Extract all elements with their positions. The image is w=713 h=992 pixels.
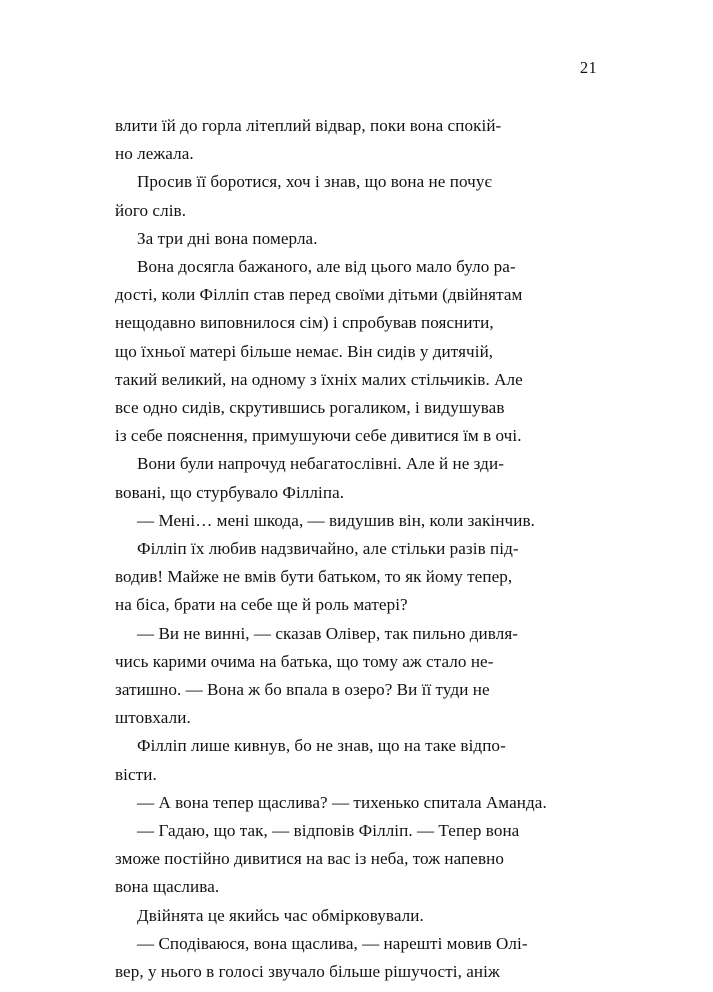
text-line: вісти. — [115, 764, 157, 784]
text-line: вона щаслива. — [115, 877, 220, 897]
text-line: чись карими очима на батька, що тому аж стало не- — [115, 651, 494, 671]
paragraph — [115, 902, 598, 930]
paragraph — [115, 535, 598, 620]
text-line: такий великий, на одному з їхніх малих стільчиків. Але — [115, 369, 523, 389]
paragraph — [115, 507, 598, 535]
paragraph — [115, 817, 598, 902]
text-line: но лежала. — [115, 144, 194, 164]
body-text-block — [115, 112, 598, 986]
text-line: із себе пояснення, примушуючи себе дивитися їм в очі. — [115, 426, 522, 446]
text-line: Філліп лише кивнув, бо не знав, що на таке відпо- — [137, 736, 506, 756]
text-line: — Гадаю, що так, — відповів Філліп. — Тепер вона — [137, 821, 520, 841]
text-line: все одно сидів, скрутившись рогаликом, і видушував — [115, 398, 505, 418]
paragraph — [115, 168, 598, 224]
text-line: Вона досягла бажаного, але від цього мало було ра- — [137, 257, 516, 277]
text-line: затишно. — Вона ж бо впала в озеро? Ви її туди не — [115, 680, 490, 700]
paragraph — [115, 930, 598, 986]
text-line: штовхали. — [115, 708, 191, 728]
text-line: влити їй до горла літеплий відвар, поки вона спокій- — [115, 116, 502, 135]
paragraph — [115, 112, 598, 168]
paragraph — [115, 732, 598, 788]
text-line: зможе постійно дивитися на вас із неба, тож напевно — [115, 849, 505, 869]
text-line: що їхньої матері більше немає. Він сидів у дитячій, — [115, 341, 494, 361]
paragraph — [115, 789, 598, 817]
text-line: — Мені… мені шкода, — видушив він, коли закінчив. — [137, 510, 535, 530]
text-line: на біса, брати на себе ще й роль матері? — [115, 595, 408, 615]
text-line: — Ви не винні, — сказав Олівер, так пильно дивля- — [137, 623, 519, 643]
text-line: вовані, що стурбувало Філліпа. — [115, 482, 345, 502]
paragraph — [115, 620, 598, 733]
text-line: Просив її боротися, хоч і знав, що вона не почує — [137, 172, 492, 192]
text-line: За три дні вона померла. — [137, 228, 318, 248]
paragraph — [115, 450, 598, 506]
text-line: нещодавно виповнилося сім) і спробував пояснити, — [115, 313, 494, 333]
text-line: — Сподіваюся, вона щаслива, — нарешті мовив Олі- — [137, 933, 528, 953]
paragraph — [115, 225, 598, 253]
folio-area — [115, 58, 597, 84]
text-line: — А вона тепер щаслива? — тихенько спитала Аманда. — [137, 792, 547, 812]
text-line: Вони були напрочуд небагатослівні. Але й не зди- — [137, 454, 504, 474]
text-line: дості, коли Філліп став перед своїми дітьми (двійнятам — [115, 285, 523, 305]
page-number: 21 — [579, 58, 597, 77]
paragraph — [115, 253, 598, 450]
text-line: водив! Майже не вмів бути батьком, то як йому тепер, — [115, 567, 513, 587]
text-line: Філліп їх любив надзвичайно, але стільки разів під- — [137, 539, 519, 559]
text-line: Двійнята це якийсь час обмірковували. — [137, 905, 424, 925]
text-line: його слів. — [115, 200, 187, 220]
text-line: вер, у нього в голосі звучало більше рішучості, аніж — [115, 962, 500, 982]
